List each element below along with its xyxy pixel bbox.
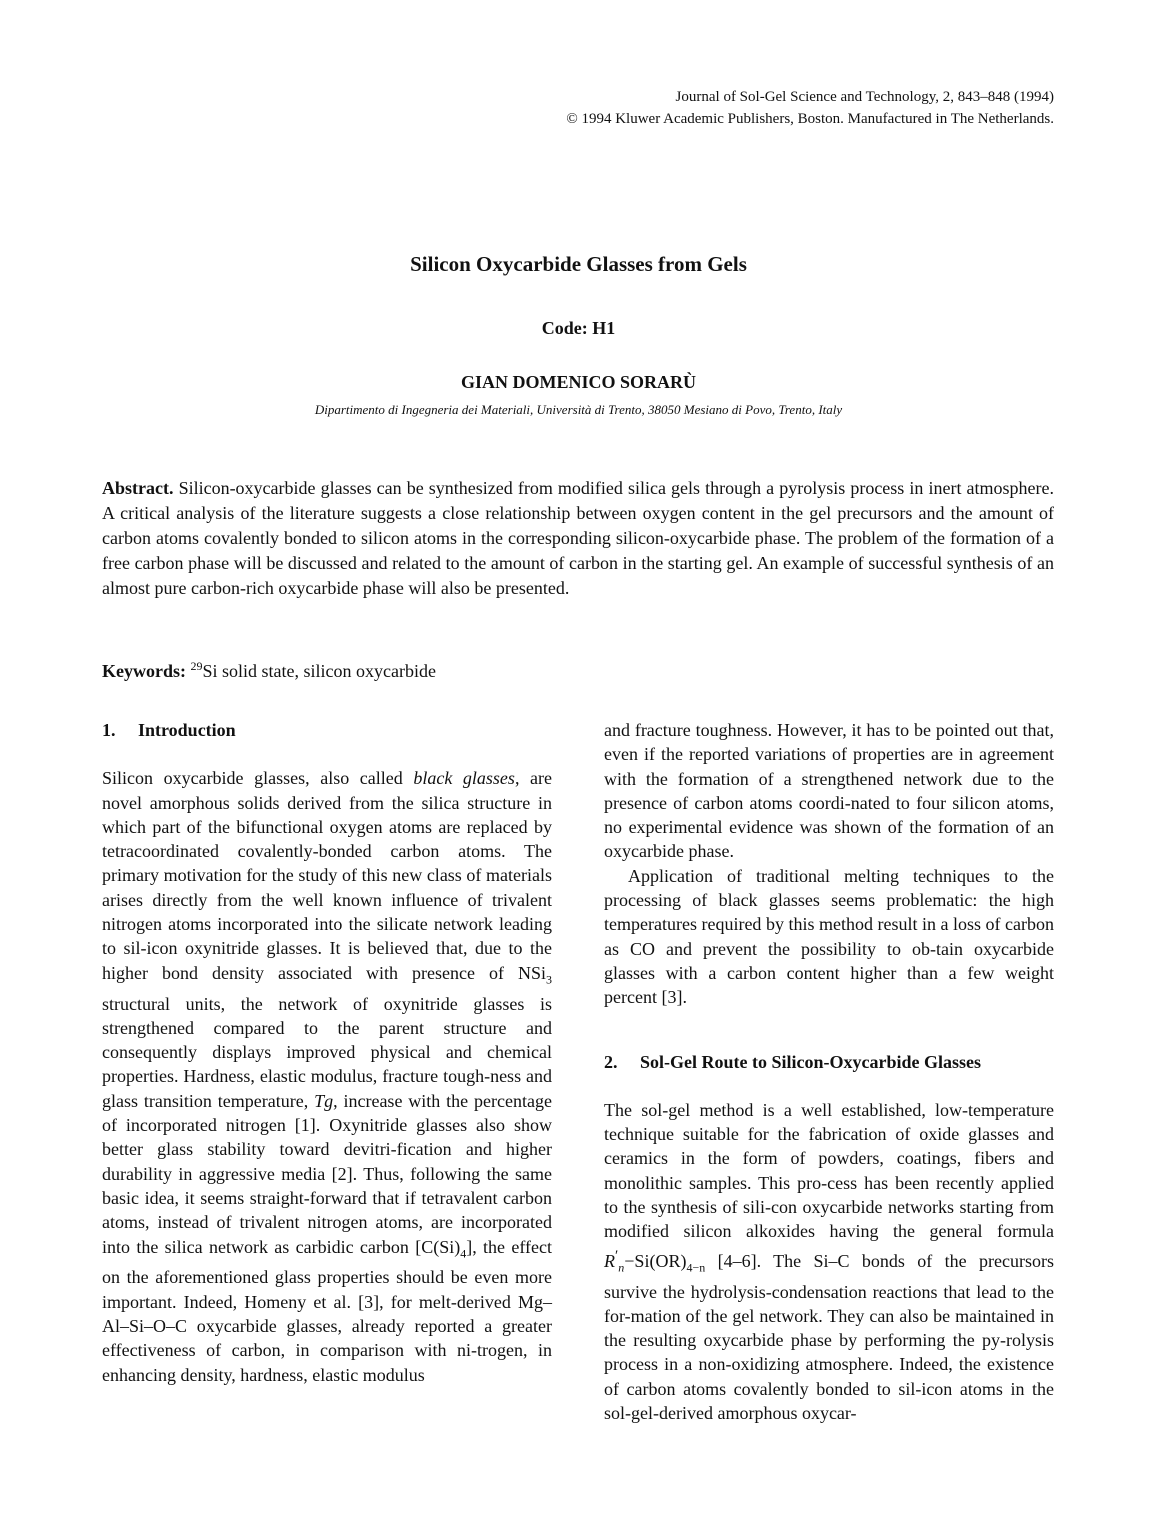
section-1-paragraph-1-continued: and fracture toughness. However, it has to be pointed out that, even if the reported variations of properties are in agreement with the formation of a strengthened network due to the presence of carbon atoms coordi-nated to four silicon atoms, no experimental evidence was shown of the formation of an oxycarbide phase. — [604, 720, 1054, 862]
keywords — [102, 654, 1054, 684]
author-name: GIAN DOMENICO SORARÙ — [460, 372, 696, 392]
section-1-title: Introduction — [138, 720, 236, 740]
section-1-paragraph-2: Application of traditional melting techniques to the processing of black glasses seems problematic: the high temperatures required by this method result in a loss of carbon as CO and prevent the possibility to ob-tain oxycarbide glasses with a carbon content higher than a few weight percent [3]. — [604, 865, 1054, 1008]
formula-n: n — [618, 1260, 625, 1275]
keywords-label: Keywords: — [102, 661, 186, 681]
abstract — [102, 476, 1054, 601]
formula-subscript: 4−n — [686, 1260, 706, 1275]
formula-prime: ′ — [615, 1247, 619, 1264]
section-2-paragraph-1 — [604, 1098, 1054, 1425]
keywords-superscript: 29 — [190, 659, 203, 673]
formula-r: R — [604, 1250, 615, 1271]
section-2-number: 2. — [604, 1051, 618, 1072]
author-affiliation: Dipartimento di Ingegneria dei Materiali, Università di Trento, 38050 Mesiano di Povo, Trento, Italy — [314, 402, 843, 417]
subscript: 3 — [546, 972, 552, 987]
right-column — [604, 718, 1054, 1425]
text-run: [4–6]. The Si–C bonds of the precursors survive the hydrolysis-condensation reactions that lead to the for-mation of the gel network. They can also be maintained in the resulting oxycarbide phase by performing the py-rolysis process in a non-oxidizing atmosphere. Indeed, the existence of carbon atoms covalently bonded to sil-icon atoms in the sol-gel-derived amorphous oxycar- — [604, 1250, 1054, 1424]
section-2-title: Sol-Gel Route to Silicon-Oxycarbide Glasses — [640, 1051, 981, 1072]
journal-header — [566, 86, 1054, 130]
section-2-heading — [604, 1050, 1054, 1074]
paper-code: Code: H1 — [541, 318, 616, 338]
journal-citation: Journal of Sol-Gel Science and Technology, 2, 843–848 (1994) — [675, 89, 1054, 105]
subscript: 4 — [460, 1246, 467, 1261]
copyright-notice: © 1994 Kluwer Academic Publishers, Boston. Manufactured in The Netherlands. — [566, 111, 1054, 127]
section-1-heading — [102, 718, 552, 742]
abstract-text: Silicon-oxycarbide glasses can be synthesized from modified silica gels through a pyrolysis process in inert atmosphere. A critical analysis of the literature suggests a close relationship between oxygen content in the gel precursors and the amount of carbon atoms covalently bonded to silicon atoms in the corresponding silicon-oxycarbide phase. The problem of the formation of a free carbon phase will be discussed and related to the amount of carbon in the starting gel. An example of successful synthesis of an almost pure carbon-rich oxycarbide phase will also be presented. — [102, 478, 1054, 598]
text-run: , are novel amorphous solids derived from the silica structure in which part of the bifunctional oxygen atoms are replaced by tetracoordinated covalently-bonded carbon atoms. The primary motivation for the study of this new class of materials arises directly from the well known influence of trivalent nitrogen atoms incorporated into the silicate network leading to sil-icon oxynitride glasses. It is believed that, due to the higher bond density associated with presence of NSi — [102, 768, 552, 983]
text-run: structural units, the network of oxynitride glasses is strengthened compared to the parent structure and consequently displays improved physical and chemical properties. Hardness, elastic modulus, fracture tough-ness and glass transition temperature, — [102, 993, 552, 1111]
text-run: Silicon oxycarbide glasses, also called — [102, 768, 414, 789]
math-symbol: Tg — [314, 1090, 334, 1111]
keywords-text: Si solid state, silicon oxycarbide — [202, 661, 436, 681]
text-run: The sol-gel method is a well established, low-temperature technique suitable for the fabrication of oxide glasses and ceramics in the form of powders, coatings, fibers and monolithic samples. This pro-cess has been recently applied to the synthesis of sili-con oxycarbide networks starting from modified silicon alkoxides having the general formula — [604, 1099, 1054, 1242]
section-1-number: 1. — [102, 720, 116, 740]
formula-middle: −Si(OR) — [624, 1250, 687, 1271]
text-run: ], the effect on the aforementioned glass properties should be even more important. Indeed, Homeny et al. [3], for melt-derived Mg–Al–Si–O–C oxycarbide glasses, already reported a greater effectiveness of carbon, in comparison with ni-trogen, in enhancing density, hardness, elastic modulus — [102, 1236, 552, 1385]
paper-title: Silicon Oxycarbide Glasses from Gels — [410, 252, 747, 276]
text-run: , increase with the percentage of incorporated nitrogen [1]. Oxynitride glasses also show better glass stability toward devitri-fication and higher durability in aggressive media [2]. Thus, following the same basic idea, it seems straight-forward that if tetravalent carbon atoms, instead of trivalent nitrogen atoms, are incorporated into the silica network as carbidic carbon [C(Si) — [102, 1090, 552, 1257]
abstract-label: Abstract. — [102, 478, 174, 498]
italic-term: black glasses — [413, 768, 515, 789]
left-column — [102, 718, 552, 1387]
section-1-paragraph-1 — [102, 766, 552, 1387]
